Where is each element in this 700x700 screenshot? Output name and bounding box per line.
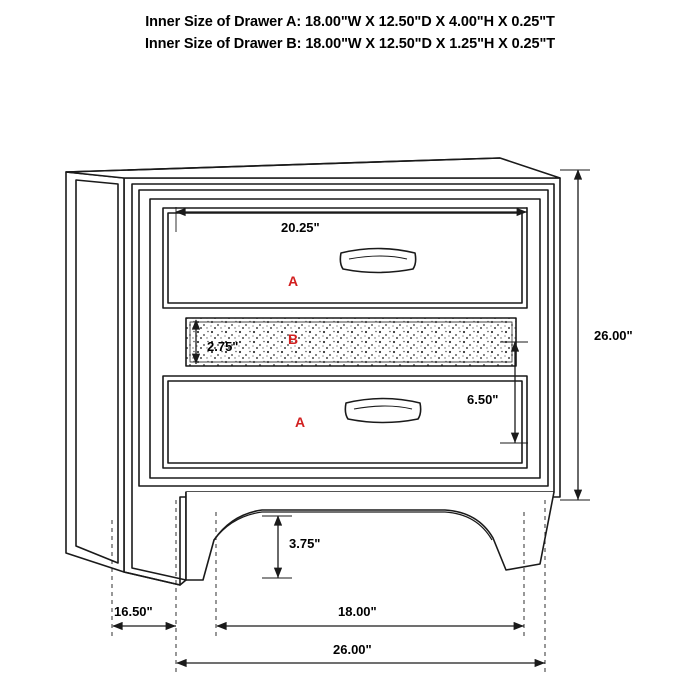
- drawer-label-top: A: [288, 273, 299, 289]
- dim-drawer-width: 20.25": [281, 220, 320, 235]
- dim-overall-width: 26.00": [333, 642, 372, 657]
- dim-overall-height: 26.00": [594, 328, 633, 343]
- drawer-label-bottom: A: [295, 414, 306, 430]
- dim-middle-drawer-height: 2.75": [207, 339, 239, 354]
- dim-depth: 16.50": [114, 604, 153, 619]
- dim-lower-drawer-height: 6.50": [467, 392, 499, 407]
- dim-inner-width: 18.00": [338, 604, 377, 619]
- drawer-label-middle: B: [288, 331, 299, 347]
- header-line-1: Inner Size of Drawer A: 18.00"W X 12.50"D X 4.00"H X 0.25"T: [145, 14, 555, 30]
- header-line-2: Inner Size of Drawer B: 18.00"W X 12.50"D X 1.25"H X 0.25"T: [144, 36, 556, 52]
- dim-leg-clearance: 3.75": [289, 536, 321, 551]
